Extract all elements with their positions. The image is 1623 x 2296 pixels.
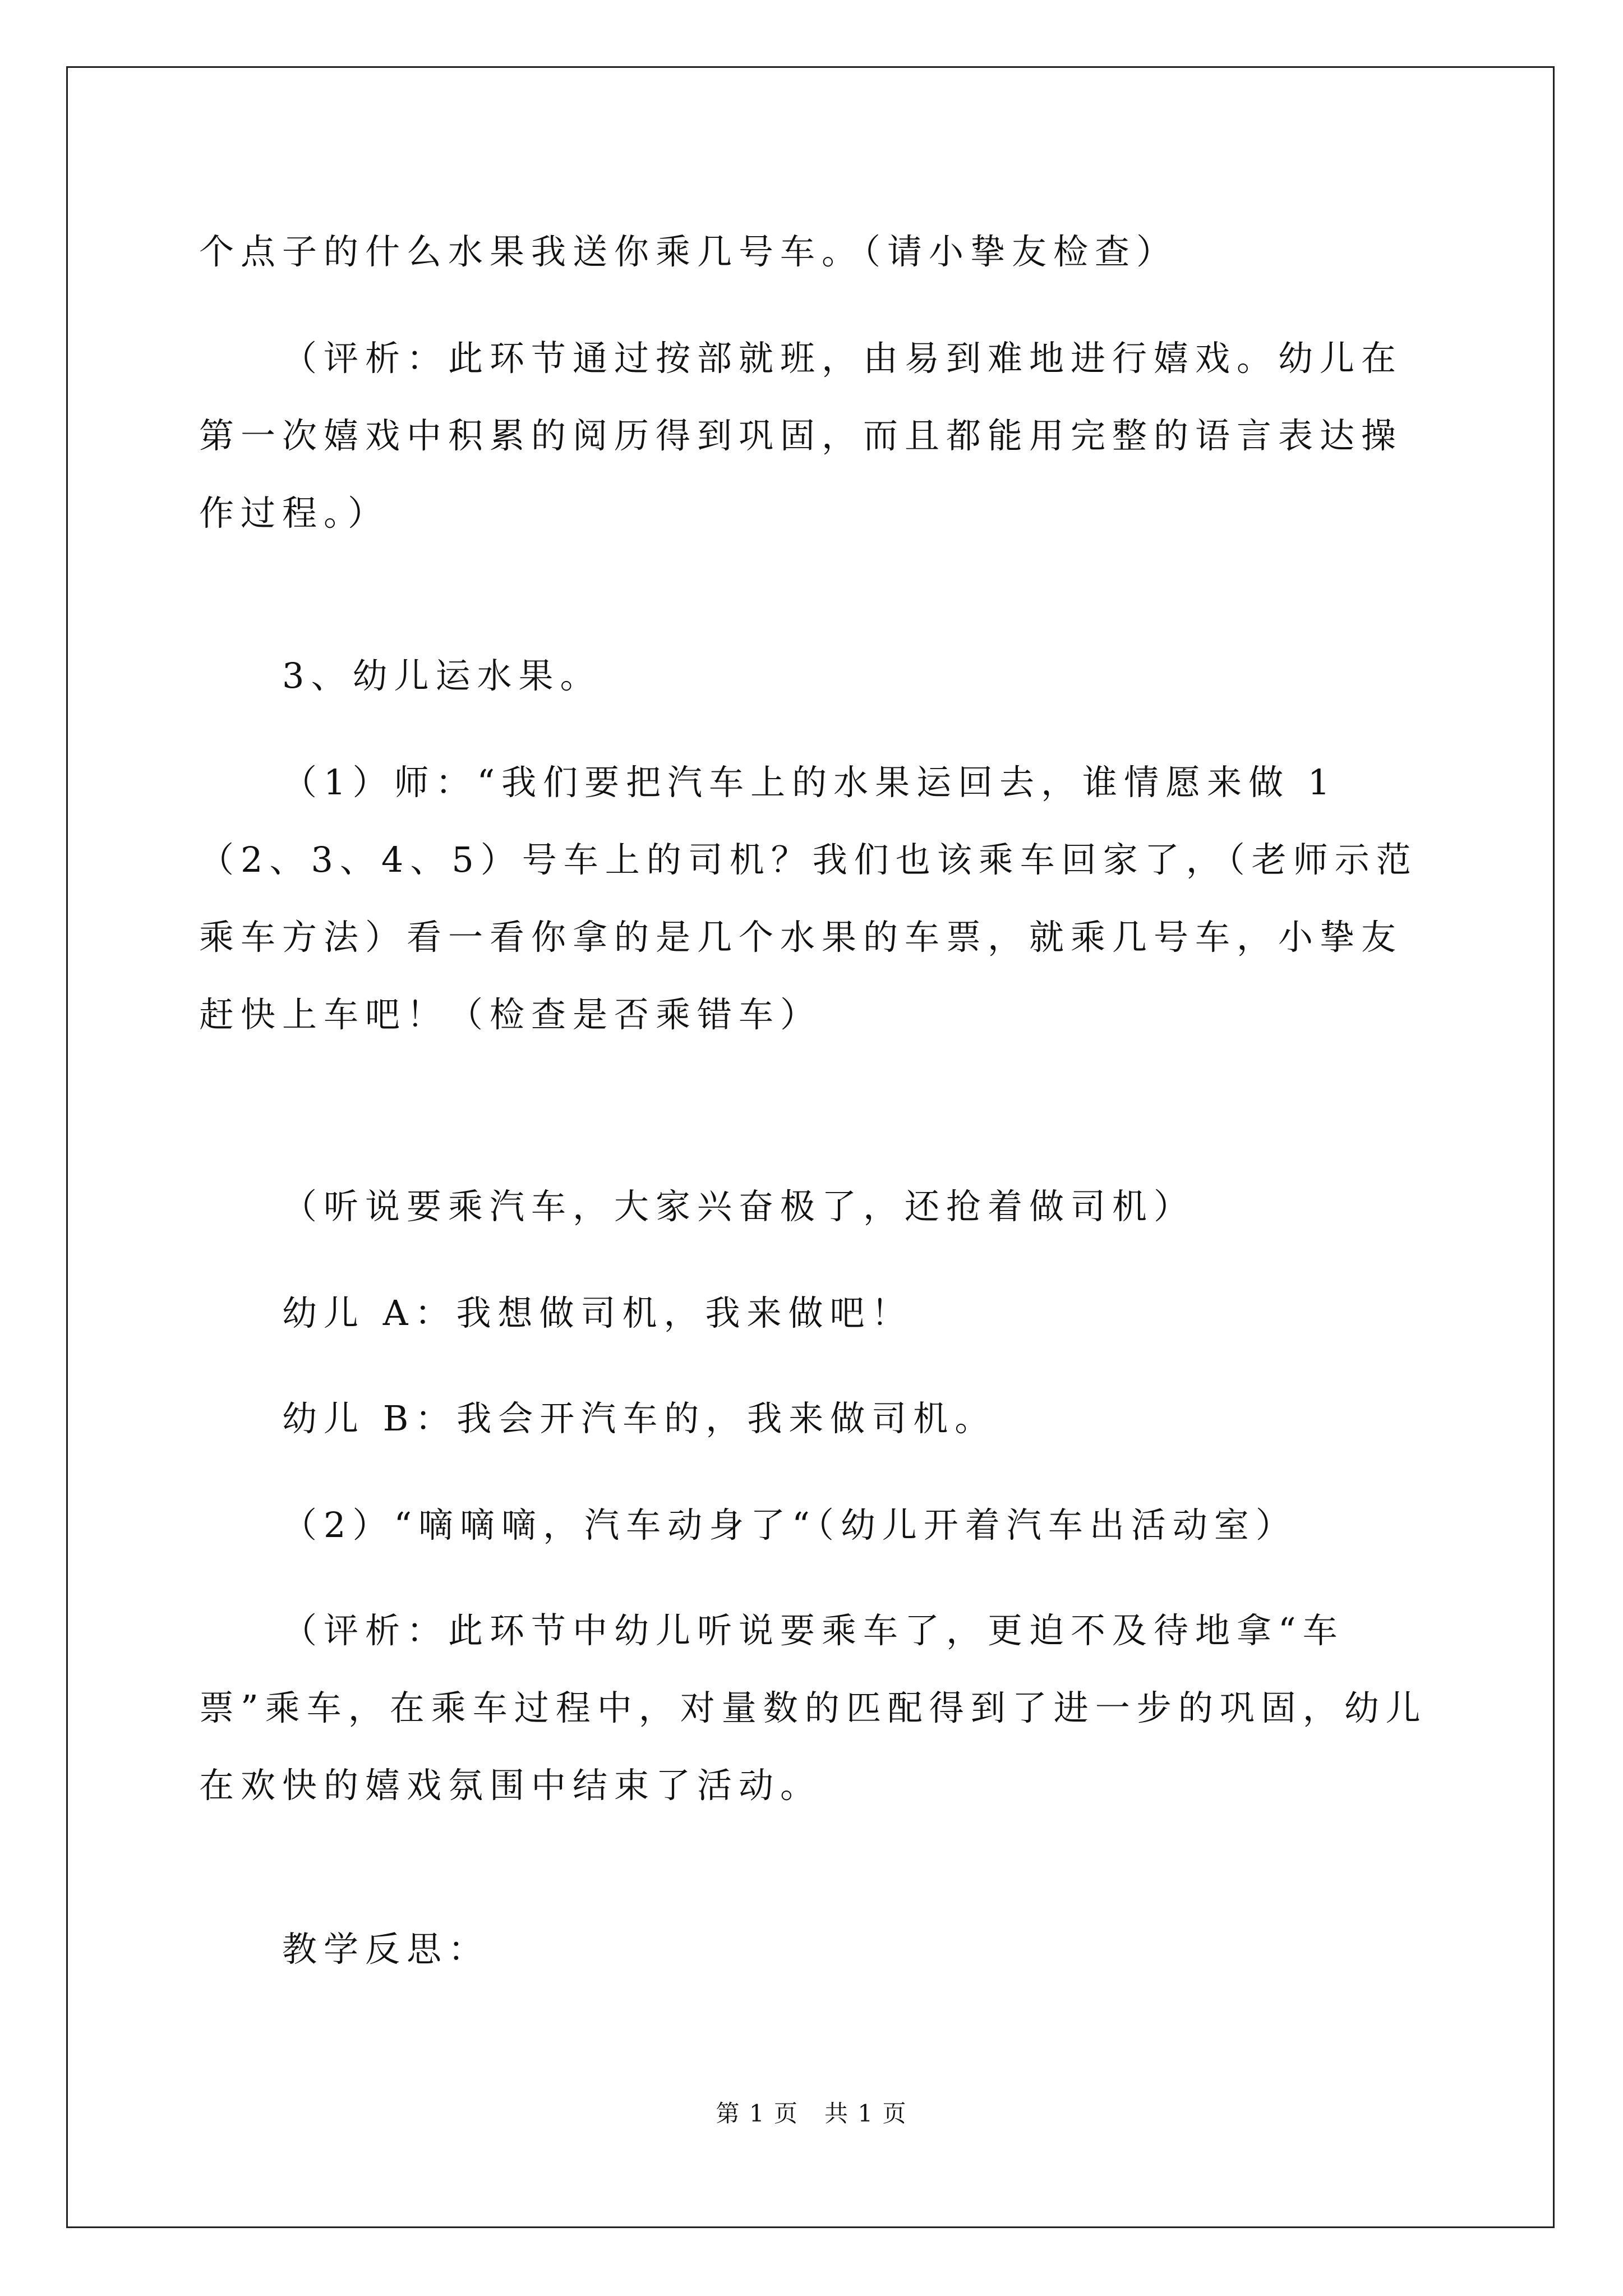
paragraph-3: 3、幼儿运水果。 <box>282 655 602 696</box>
paragraph-10: 教学反思： <box>282 1929 490 1970</box>
paragraph-1: 个点子的什么水果我送你乘几号车。（请小挚友检查） <box>199 231 1178 272</box>
paragraph-7: 幼儿 B：我会开汽车的，我来做司机。 <box>282 1398 997 1439</box>
page-footer: 第 1 页 共 1 页 <box>716 2100 907 2127</box>
paragraph-9: （评析：此环节中幼儿听说要乘车了，更迫不及待地拿“车票”乘车，在乘车过程中，对量数的匹配得到了进一步的巩固，幼儿在欢快的嬉戏氛围中结束了活动。 <box>199 1610 1427 1806</box>
paragraph-4: （1）师：“我们要把汽车上的水果运回去，谁情愿来做 1（2、3、4、5）号车上的司机？我们也该乘车回家了，（老师示范乘车方法）看一看你拿的是几个水果的车票，就乘几号车，小挚友赶快上车吧！（检查是否乘错车） <box>199 762 1418 1035</box>
paragraph-5: （听说要乘汽车，大家兴奋极了，还抢着做司机） <box>282 1186 1196 1227</box>
paragraph-2: （评析：此环节通过按部就班，由易到难地进行嬉戏。幼儿在第一次嬉戏中积累的阅历得到巩固，而且都能用完整的语言表达操作过程。） <box>199 338 1403 533</box>
paragraph-6: 幼儿 A：我想做司机，我来做吧！ <box>282 1292 913 1333</box>
paragraph-8: （2）“嘀嘀嘀，汽车动身了“（幼儿开着汽车出活动室） <box>282 1504 1297 1545</box>
